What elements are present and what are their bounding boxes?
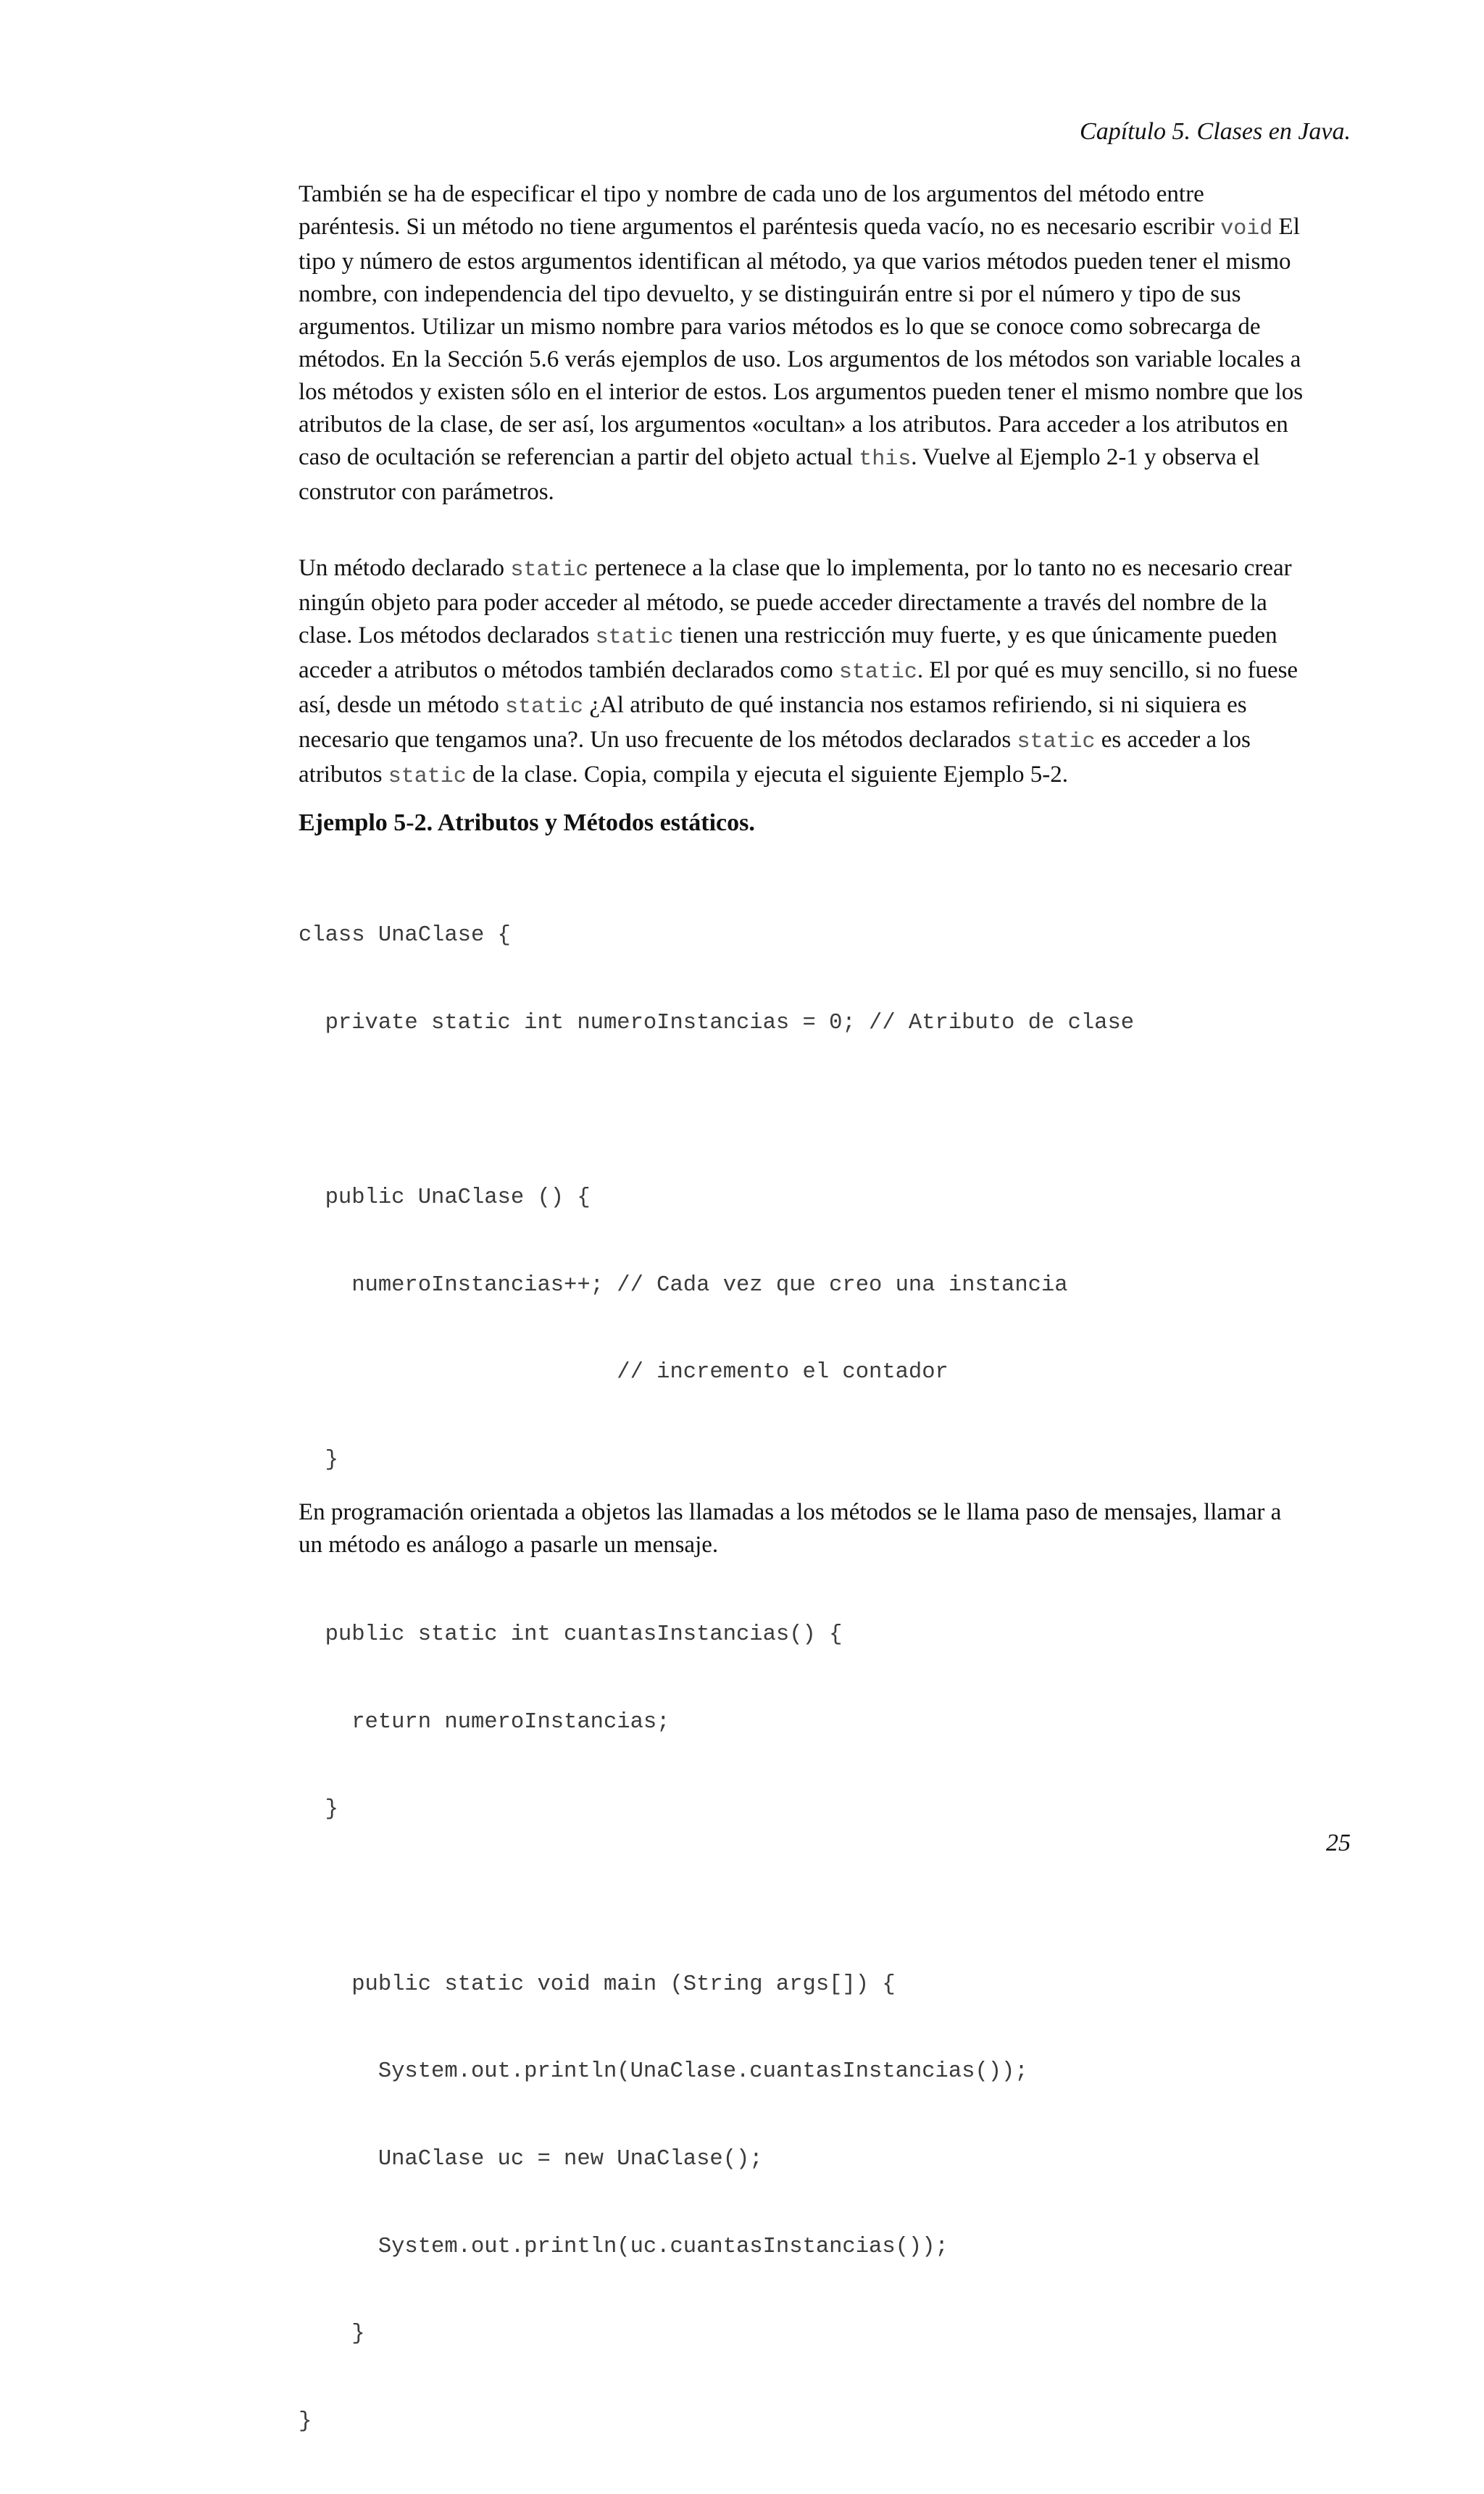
text-run: clase. Los métodos declarados — [299, 622, 596, 648]
text-run: tienen una restricción muy fuerte, y es que únicamente pueden — [673, 622, 1277, 648]
inline-code: static — [388, 764, 467, 789]
code-listing — [299, 863, 1134, 2494]
text-line: tipo y número de estos argumentos identifican al método, ya que varios métodos pueden tener el mismo — [299, 249, 1291, 275]
page-number: 25 — [1326, 1830, 1351, 1856]
inline-code: static — [1017, 730, 1096, 754]
text-line: argumentos. Utilizar un mismo nombre para varios métodos es lo que se conoce como sobrecarga de — [299, 314, 1261, 340]
text-run: pertenece a la clase que lo implementa, por lo tanto no es necesario crear — [588, 555, 1292, 581]
code-line: } — [299, 2322, 365, 2347]
code-line: private static int numeroInstancias = 0; // Atributo de clase — [299, 1011, 1135, 1036]
text-run: atributos — [299, 762, 388, 788]
text-line — [299, 441, 1356, 476]
code-line — [299, 1882, 1134, 1911]
text-run: necesario que tengamos una?. Un uso frecuente de los métodos declarados — [299, 727, 1017, 753]
text-line — [299, 759, 1356, 793]
code-line: System.out.println(uc.cuantasInstancias()); — [299, 2234, 949, 2259]
text-run: El — [1272, 214, 1300, 240]
text-line — [299, 552, 1356, 587]
text-line: métodos. En la Sección 5.6 verás ejemplos de uso. Los argumentos de los métodos son variable locales a — [299, 346, 1301, 372]
code-line: UnaClase uc = new UnaClase(); — [299, 2146, 763, 2172]
running-header: Capítulo 5. Clases en Java. — [1080, 118, 1351, 145]
text-line: construtor con parámetros. — [299, 479, 554, 505]
text-line: También se ha de especificar el tipo y nombre de cada uno de los argumentos del método entre — [299, 181, 1204, 207]
inline-code: void — [1220, 217, 1273, 241]
code-line: public UnaClase () { — [299, 1185, 591, 1211]
code-line: } — [299, 1448, 338, 1473]
text-line — [299, 620, 1356, 654]
code-line: numeroInstancias++; // Cada vez que creo una instancia — [299, 1272, 1068, 1298]
text-run: ¿Al atributo de qué instancia nos estamos refiriendo, si ni siquiera es — [583, 692, 1247, 718]
code-line: // incremento el contador — [299, 1360, 949, 1385]
text-line: nombre, con independencia del tipo devuelto, y se distinguirán entre si por el número y tipo de sus — [299, 281, 1241, 307]
text-run: es acceder a los — [1095, 727, 1251, 753]
inline-code: static — [505, 695, 584, 720]
code-line: System.out.println(UnaClase.cuantasInstancias()); — [299, 2059, 1028, 2085]
text-run: caso de ocultación se referencian a partir del objeto actual — [299, 444, 859, 470]
text-line — [299, 689, 1356, 724]
text-line — [299, 724, 1356, 759]
code-line: return numeroInstancias; — [299, 1709, 670, 1735]
inline-code: static — [510, 558, 589, 583]
text-line: ningún objeto para poder acceder al método, se puede acceder directamente a través del nombre de la — [299, 590, 1267, 616]
text-run: paréntesis. Si un método no tiene argumentos el paréntesis queda vacío, no es necesario escribir — [299, 214, 1221, 240]
code-line: } — [299, 1797, 338, 1822]
code-line — [299, 1096, 1134, 1125]
text-run: de la clase. Copia, compila y ejecuta el siguiente Ejemplo 5-2. — [466, 762, 1068, 788]
text-run: Un método declarado — [299, 555, 511, 581]
text-run: acceder a atributos o métodos también declarados como — [299, 657, 839, 683]
text-line — [299, 654, 1356, 689]
inline-code: static — [595, 625, 674, 650]
text-run: . Vuelve al Ejemplo 2-1 y observa el — [911, 444, 1260, 470]
text-line — [299, 211, 1356, 246]
code-line: public static int cuantasInstancias() { — [299, 1622, 843, 1648]
paragraph-method-arguments — [299, 178, 1356, 509]
code-line: } — [299, 2408, 312, 2434]
text-run: . El por qué es muy sencillo, si no fuese — [917, 657, 1298, 683]
text-line: En programación orientada a objetos las llamadas a los métodos se le llama paso de mensajes, llamar a — [299, 1499, 1282, 1525]
inline-code: static — [838, 660, 917, 685]
text-line: un método es análogo a pasarle un mensaje. — [299, 1532, 719, 1558]
text-line: los métodos y existen sólo en el interior de estos. Los argumentos pueden tener el mismo nombre que los — [299, 379, 1304, 405]
text-run: así, desde un método — [299, 692, 506, 718]
text-line: atributos de la clase, de ser así, los argumentos «ocultan» a los atributos. Para acceder a los atributos en — [299, 412, 1288, 438]
code-line: public static void main (String args[]) { — [299, 1972, 896, 1997]
code-line: class UnaClase { — [299, 923, 511, 948]
paragraph-static-methods — [299, 552, 1356, 793]
example-title: Ejemplo 5-2. Atributos y Métodos estáticos. — [299, 809, 755, 836]
paragraph-message-passing — [299, 1496, 1356, 1561]
inline-code: this — [859, 447, 912, 472]
